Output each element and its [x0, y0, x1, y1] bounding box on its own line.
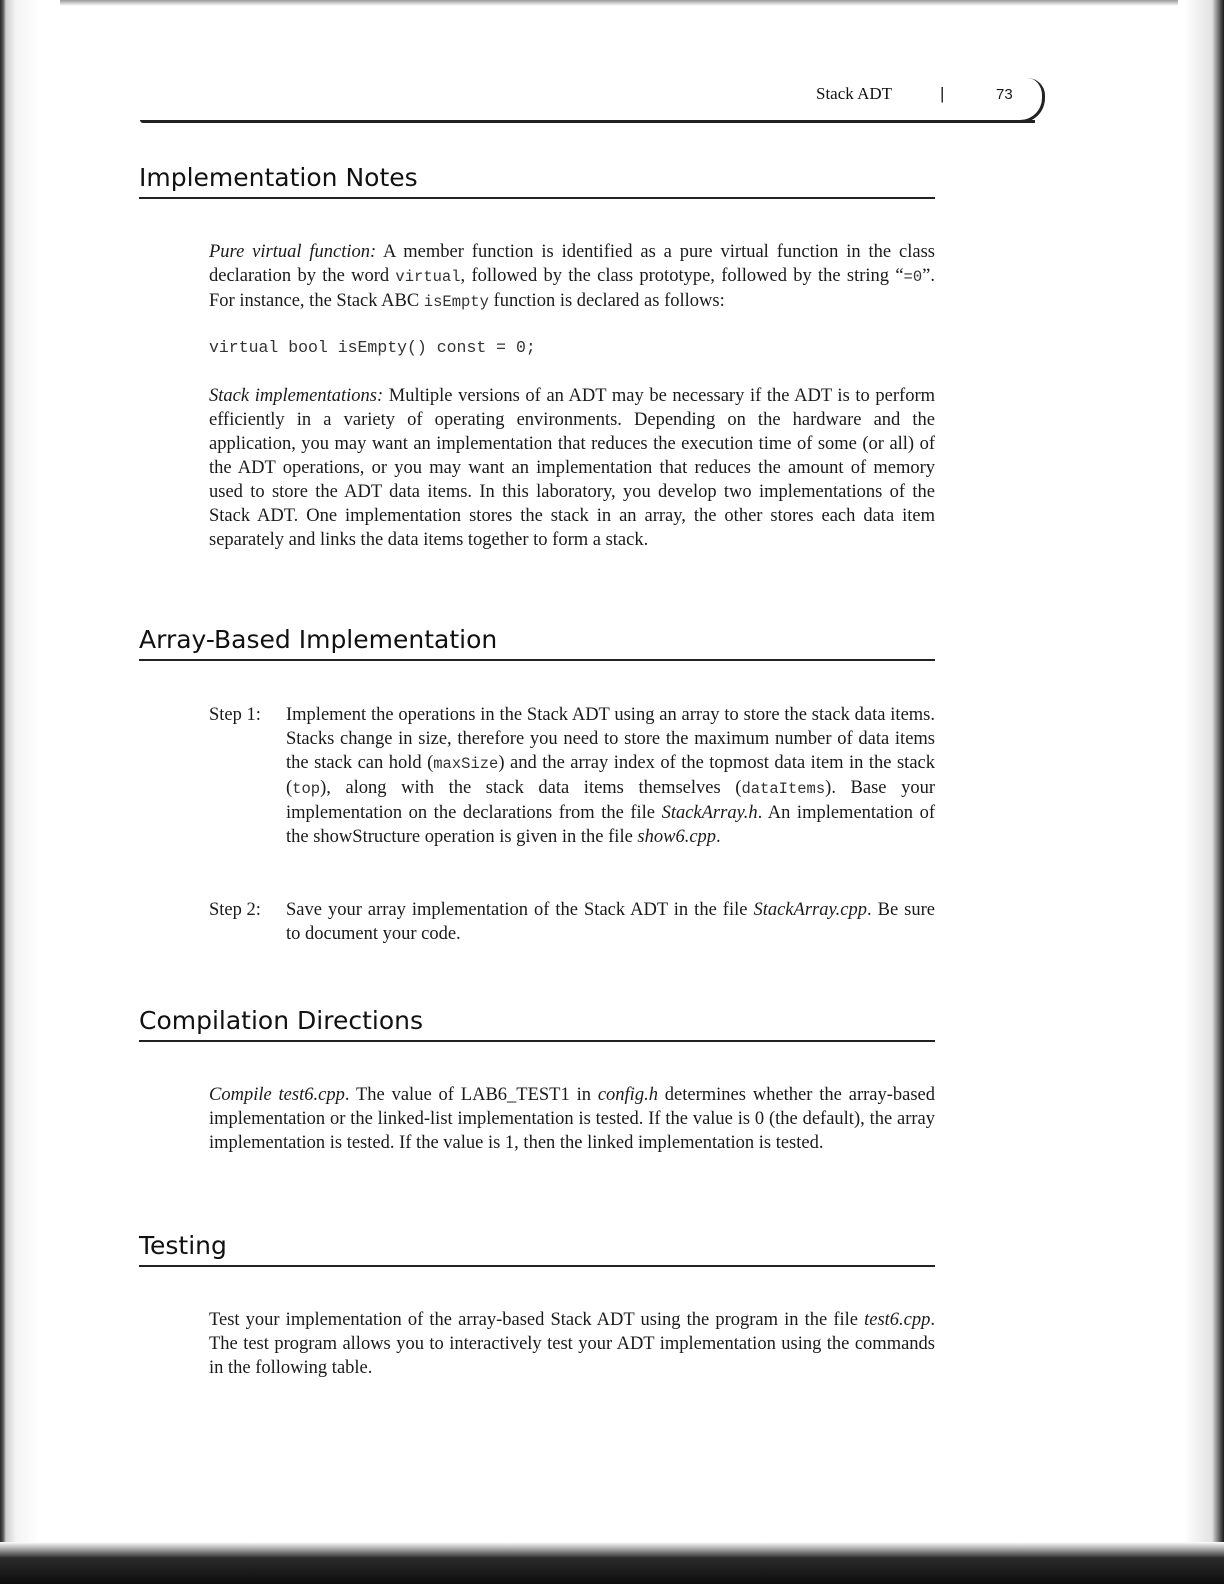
- running-head: [140, 76, 1040, 122]
- code-virtual: virtual: [395, 268, 461, 286]
- running-head-curve: [1020, 78, 1045, 123]
- section-heading-testing: Testing: [139, 1231, 935, 1267]
- filename-stackarray-h: StackArray.h: [661, 803, 758, 823]
- filename-show6-cpp: show6.cpp: [637, 827, 717, 847]
- text: Implement the operations in the Stack ADT using an array to store the stack data items. Stacks change in size, therefore you need to store the maximum number of data items the stack can hold (: [286, 705, 935, 773]
- paragraph-pure-virtual: [209, 240, 935, 314]
- scan-edge-top: [0, 0, 1224, 6]
- code-isempty: isEmpty: [423, 293, 489, 311]
- term-pure-virtual: Pure virtual function:: [209, 242, 377, 262]
- text: Test your implementation of the array-based Stack ADT using the program in the file: [209, 1310, 865, 1330]
- text: function is declared as follows:: [488, 291, 725, 311]
- text: A member function is identified as a pure virtual function in the class declaration by the word: [209, 242, 935, 286]
- text: . Be sure to document your code.: [286, 900, 936, 944]
- section-heading-compilation: Compilation Directions: [139, 1006, 935, 1042]
- filename-stackarray-cpp: StackArray.cpp: [753, 900, 867, 920]
- scan-edge-right: [1178, 0, 1224, 1584]
- filename-test6-cpp: test6.cpp: [864, 1310, 931, 1330]
- text: . The test program allows you to interactively test your ADT implementation using the commands in the following table.: [209, 1310, 935, 1378]
- code-top: top: [292, 780, 321, 798]
- step-2-body: [286, 898, 935, 946]
- text: . An implementation of the showStructure operation is given in the file: [286, 803, 935, 847]
- step-2: [209, 898, 935, 946]
- paragraph-stack-implementations: [209, 384, 935, 552]
- text: determines whether the array-based implementation or the linked-list implementation is tested. If the value is 0 (the default), the array implementation is tested. If the value is 1, then the linked implementation is tested.: [209, 1085, 936, 1153]
- section-heading-array-based: Array-Based Implementation: [139, 625, 935, 661]
- page-number: 73: [996, 86, 1013, 103]
- scan-edge-bottom: [0, 1542, 1224, 1584]
- code-example: virtual bool isEmpty() const = 0;: [209, 338, 536, 357]
- step-2-label: Step 2:: [209, 900, 261, 920]
- code-eq-zero: =0: [903, 268, 923, 286]
- text: ”. For instance, the Stack ABC: [209, 266, 935, 311]
- code-dataitems: dataItems: [741, 780, 826, 798]
- running-head-rule: [140, 120, 1035, 123]
- filename-config-h: config.h: [597, 1085, 658, 1105]
- term-stack-implementations: Stack implementations:: [209, 386, 384, 406]
- section-heading-implementation-notes: Implementation Notes: [139, 163, 935, 199]
- text: , followed by the class prototype, followed by the string “: [460, 266, 904, 286]
- step-1-label: Step 1:: [209, 705, 261, 725]
- scan-edge-left: [0, 0, 60, 1584]
- step-1: [209, 703, 935, 849]
- paragraph-compilation: [209, 1083, 935, 1155]
- term-compile: Compile test6.cpp: [209, 1085, 345, 1105]
- running-head-title: Stack ADT: [816, 84, 893, 103]
- running-head-separator: |: [940, 84, 945, 103]
- text: ), along with the stack data items themselves (: [320, 778, 742, 798]
- text: ). Base your implementation on the declarations from the file: [286, 778, 935, 823]
- code-maxsize: maxSize: [433, 755, 499, 773]
- text: Save your array implementation of the Stack ADT in the file: [286, 900, 754, 920]
- text: ) and the array index of the topmost data item in the stack (: [286, 753, 935, 798]
- text: . The value of LAB6_TEST1 in: [344, 1085, 598, 1105]
- paragraph-testing: [209, 1308, 935, 1380]
- text: Multiple versions of an ADT may be necessary if the ADT is to perform efficiently in a variety of operating environments. Depending on the hardware and the application, you may want an implementation that reduces the execution time of some (or all) of the ADT operations, or you may want an implementation that reduces the amount of memory used to store the ADT data items. In this laboratory, you develop two implementations of the Stack ADT. One implementation stores the stack in an array, the other stores each data item separately and links the data items together to form a stack.: [209, 386, 936, 550]
- text: .: [716, 827, 721, 847]
- step-1-body: [286, 703, 935, 849]
